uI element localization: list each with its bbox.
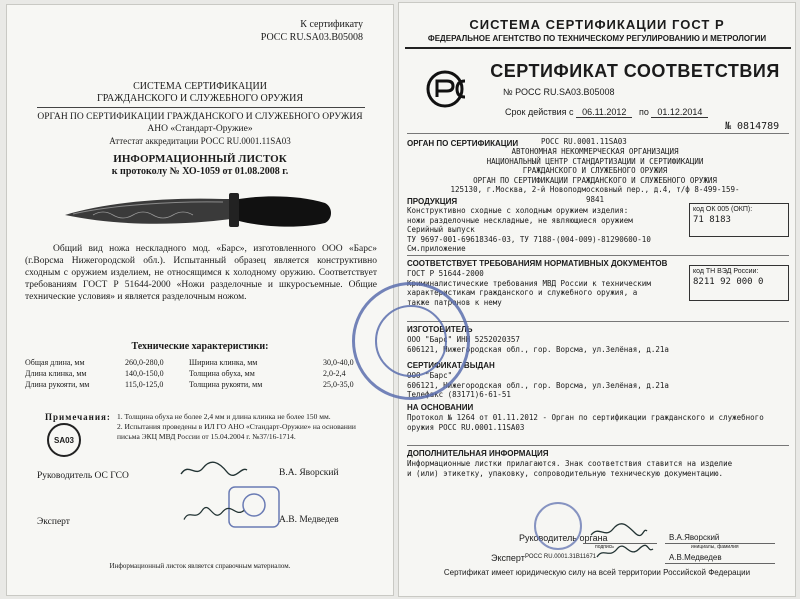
requirements-details: ГОСТ Р 51644-2000 Криминалистические требования МВД России к техническим характеристикам гражданского и служебного оружия, а также патронов к нему xyxy=(407,269,651,307)
to-certificate-label: К сертификату xyxy=(300,19,363,30)
info-sheet-title: ИНФОРМАЦИОННЫЙ ЛИСТОК xyxy=(113,153,287,165)
system-line-2: ГРАЖДАНСКОГО И СЛУЖЕБНОГО ОРУЖИЯ xyxy=(96,93,304,104)
okp-code-box xyxy=(689,203,789,237)
divider xyxy=(407,255,789,256)
note-item: 2. Испытания проведены в ИЛ ГО АНО «Стандарт-Оружие» на основании письма ЭКЦ МВД России от 15.04.2004 г. №37/16-1714. xyxy=(117,422,356,441)
signature-caption: подпись xyxy=(595,544,614,550)
spec-value: 260,0-280,0 xyxy=(125,358,164,367)
head-of-organ-name: В.А.Яворский xyxy=(669,533,720,542)
certificate-title: СЕРТИФИКАТ СООТВЕТСТВИЯ xyxy=(490,61,780,81)
issued-to-details: ООО "Барс" 606121, Нижегородская обл., гор. Ворсма, ул.Зелёная, д.21а Телефакс (83171)6-61-51 xyxy=(407,371,669,399)
serial-number: № 0814789 xyxy=(725,121,780,132)
notes xyxy=(117,412,379,442)
spec-name: Ширина клинка, мм xyxy=(189,358,258,367)
tech-specs-title: Технические характеристики: xyxy=(131,341,269,352)
specs-right-names xyxy=(189,357,262,390)
divider xyxy=(407,133,789,134)
valid-from: 06.11.2012 xyxy=(576,107,632,118)
spec-name: Длина клинка, мм xyxy=(25,369,87,378)
divider xyxy=(405,47,791,49)
spec-name: Длина рукояти, мм xyxy=(25,380,90,389)
spec-value: 140,0-150,0 xyxy=(125,369,164,378)
expert-registration: РОСС RU.0001.31B11671 xyxy=(525,554,597,560)
tnved-value: 8211 92 000 0 xyxy=(693,277,764,287)
certificate-ref: РОСС RU.SA03.В05008 xyxy=(260,32,363,43)
info-sheet-footer: Информационный листок является справочным материалом. xyxy=(109,562,291,570)
name-caption: инициалы, фамилия xyxy=(691,544,739,550)
spec-name: Толщина рукояти, мм xyxy=(189,380,263,389)
okp-label: код ОК 005 (ОКП): xyxy=(693,206,753,213)
manufacturer-details: ООО "Барс" ИНН 5252020357 606121, Нижегородская обл., гор. Ворсма, ул.Зелёная, д.21а xyxy=(407,335,669,354)
small-seal-stamp-icon xyxy=(534,502,582,550)
divider xyxy=(407,445,789,446)
product-label: ПРОДУКЦИЯ xyxy=(407,197,458,206)
certification-system-title: СИСТЕМА СЕРТИФИКАЦИИ ГОСТ Р xyxy=(469,17,725,32)
additional-info-label: ДОПОЛНИТЕЛЬНАЯ ИНФОРМАЦИЯ xyxy=(407,449,549,458)
expert-signature xyxy=(595,543,655,561)
tnved-code-box xyxy=(689,265,789,301)
certificate-number: № РОСС RU.SA03.В05008 xyxy=(503,87,615,97)
organ-line-2: АНО «Стандарт-Оружие» xyxy=(147,124,253,134)
name-line xyxy=(665,563,775,564)
expert-name: А.В. Медведев xyxy=(279,515,339,525)
info-sheet-page xyxy=(6,4,394,596)
knife-description: Общий вид ножа нескладного мод. «Барс», изготовленного ООО «Барс» (г.Ворсма Нижегородской обл.). Испытанный образец является конструктивно сходным с оружием изделием, не относящимся к холодному оружию. Соответствует требованиям ГОСТ Р 51644-2000 «Ножи разделочные и шкуросъемные. Общие технические условия» и является разделочным ножом. xyxy=(25,244,377,302)
requirements-label: СООТВЕТСТВУЕТ ТРЕБОВАНИЯМ НОРМАТИВНЫХ ДОКУМЕНТОВ xyxy=(407,259,668,268)
okp-value: 71 8183 xyxy=(693,215,731,225)
basis-details: Протокол № 1264 от 01.11.2012 - Орган по сертификации гражданского и служебного оружия РОСС RU.0001.11SA03 xyxy=(407,413,764,432)
head-of-organ-signature xyxy=(589,523,649,541)
specs-left-values xyxy=(125,357,164,390)
specs-right-values xyxy=(323,357,354,390)
spec-name: Общая длина, мм xyxy=(25,358,85,367)
knife-image xyxy=(63,185,335,237)
gost-r-logo-icon xyxy=(425,69,477,109)
expert-signature xyxy=(179,505,249,525)
additional-info-details: Информационные листки прилагаются. Знак соответствия ставится на изделие и (или) этикетку, упаковку, сопроводительную техническую документацию. xyxy=(407,459,733,478)
spec-value: 115,0-125,0 xyxy=(125,380,164,389)
basis-label: НА ОСНОВАНИИ xyxy=(407,403,474,412)
expert-label: Эксперт xyxy=(491,553,525,563)
notes-label: Примечания: xyxy=(45,412,111,422)
protocol-ref: к протоколу № ХО-1059 от 01.08.2008 г. xyxy=(111,166,289,177)
certificate-footer: Сертификат имеет юридическую силу на всей территории Российской Федерации xyxy=(443,568,751,577)
spec-value: 2,0-2,4 xyxy=(323,369,346,378)
product-details: Конструктивно сходные с холодным оружием изделия: ножи разделочные нескладные, не являющиеся оружием Серийный выпуск ТУ 9697-001-69618346-03, ТУ 7188-(004-009)-81290600-10 См.приложение xyxy=(407,206,651,253)
note-item: 1. Толщина обуха не более 2,4 мм и длина клинка не более 150 мм. xyxy=(117,412,331,421)
spec-name: Толщина обуха, мм xyxy=(189,369,255,378)
validity-period xyxy=(505,107,708,117)
head-name: В.А. Яворский xyxy=(279,468,339,478)
specs-left-names xyxy=(25,357,89,390)
validity-label: Срок действия с xyxy=(505,107,574,117)
head-of-organ-label: Руководитель органа xyxy=(519,533,608,543)
manufacturer-label: ИЗГОТОВИТЕЛЬ xyxy=(407,325,473,334)
issued-to-label: СЕРТИФИКАТ ВЫДАН xyxy=(407,361,495,370)
agency-name: ФЕДЕРАЛЬНОЕ АГЕНТСТВО ПО ТЕХНИЧЕСКОМУ РЕГУЛИРОВАНИЮ И МЕТРОЛОГИИ xyxy=(427,34,767,43)
organ-details: АВТОНОМНАЯ НЕКОММЕРЧЕСКАЯ ОРГАНИЗАЦИЯ НАЦИОНАЛЬНЫЙ ЦЕНТР СТАНДАРТИЗАЦИИ И СЕРТИФИКАЦИИ ГРАЖДАНСКОГО И СЛУЖЕБНОГО ОРУЖИЯ ОРГАН ПО СЕРТИФИКАЦИИ ГРАЖДАНСКОГО И СЛУЖЕБНОГО ОРУЖИЯ 125130, г.Москва, 2-й Новоподмосковный пер., д.4, т/ф 8-499-159-9841 xyxy=(450,147,740,204)
expert-name: А.В.Медведев xyxy=(669,553,722,562)
head-label: Руководитель ОС ГСО xyxy=(37,471,129,481)
system-line-1: СИСТЕМА СЕРТИФИКАЦИИ xyxy=(133,81,267,92)
organ-code: РОСС RU.0001.11SA03 xyxy=(541,137,627,146)
divider xyxy=(37,107,365,108)
valid-to: 01.12.2014 xyxy=(651,107,708,118)
sa03-mark: SA03 xyxy=(47,423,81,457)
head-signature xyxy=(179,460,249,480)
expert-label: Эксперт xyxy=(37,517,70,527)
organ-line-1: ОРГАН ПО СЕРТИФИКАЦИИ ГРАЖДАНСКОГО И СЛУЖЕБНОГО ОРУЖИЯ xyxy=(37,112,363,122)
validity-to-label: по xyxy=(638,107,649,117)
accreditation: Аттестат аккредитации РОСС RU.0001.11SA03 xyxy=(109,136,291,146)
spec-value: 30,0-40,0 xyxy=(323,358,354,367)
spec-value: 25,0-35,0 xyxy=(323,380,354,389)
round-seal-stamp-icon xyxy=(352,282,473,400)
tnved-label: код ТН ВЭД России: xyxy=(693,268,759,275)
organ-label: ОРГАН ПО СЕРТИФИКАЦИИ xyxy=(407,139,519,148)
certificate-page xyxy=(398,2,796,597)
